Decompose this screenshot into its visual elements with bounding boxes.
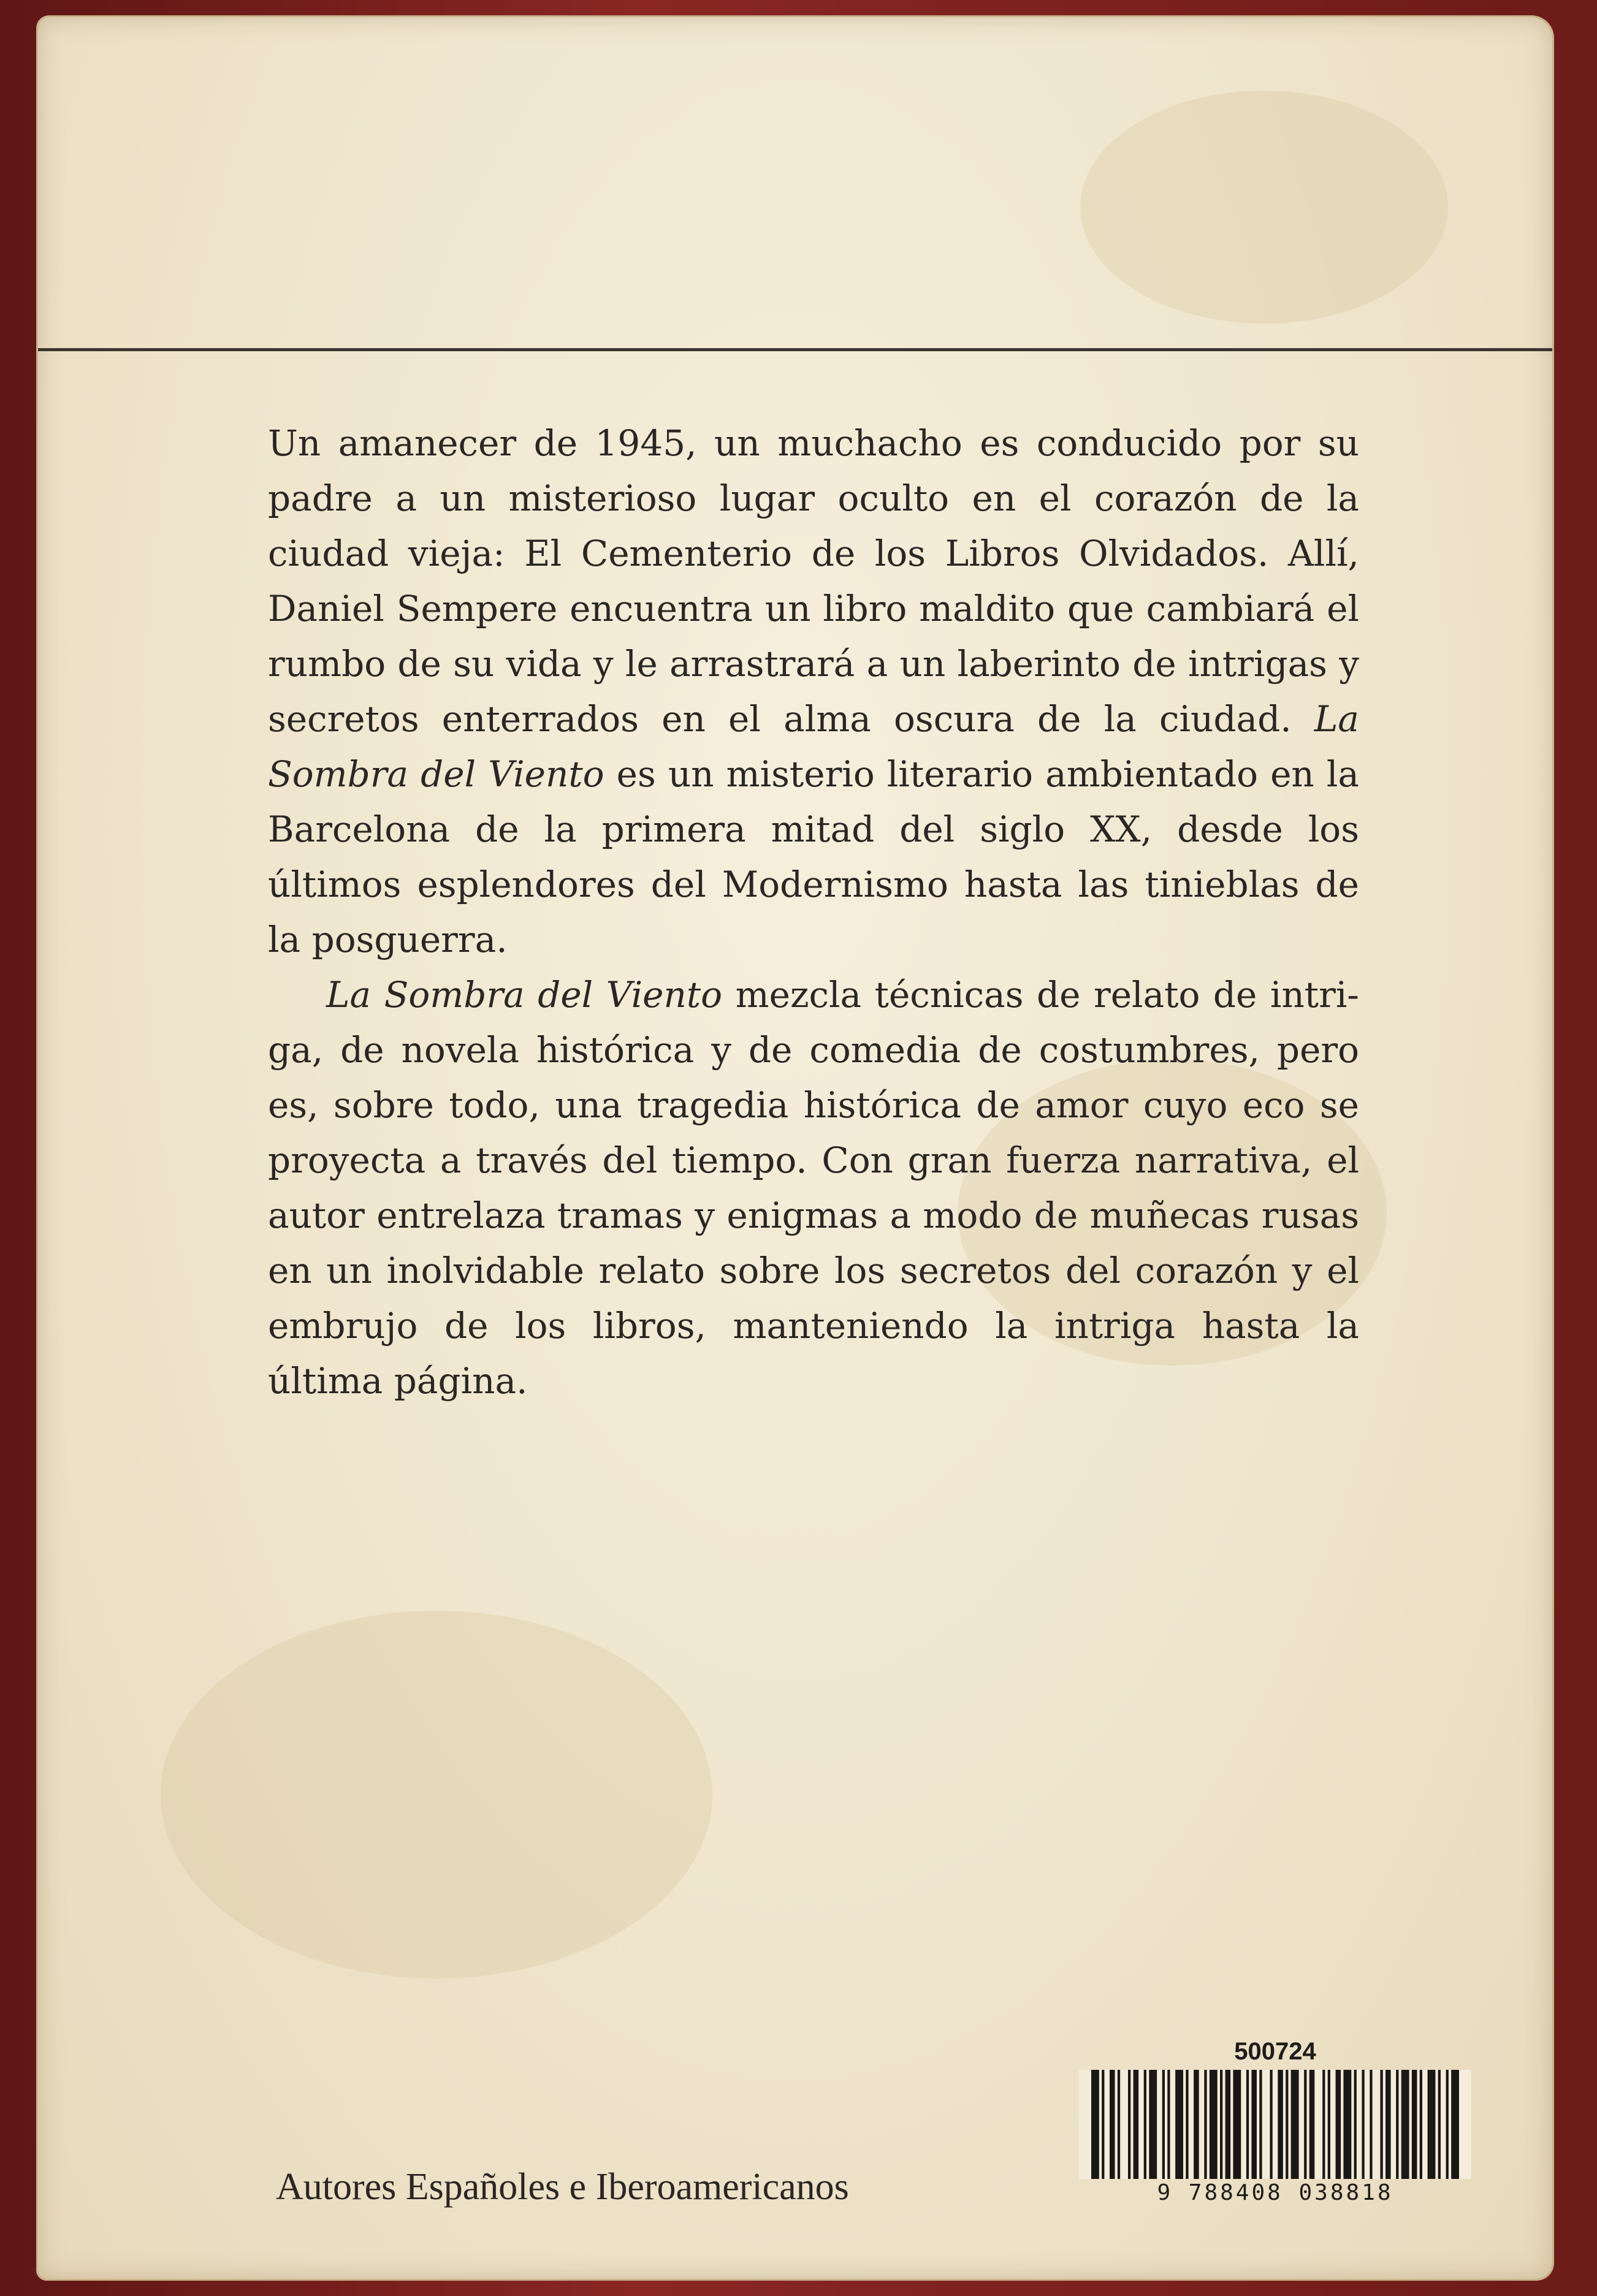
barcode-bar <box>1233 2070 1241 2179</box>
barcode-bar <box>1322 2070 1325 2179</box>
synopsis-p2-text: mezcla técnicas de relato de intriga, de novela histórica y de comedia de costumbres, pero es, sobre todo, una tragedia histórica de amor cuyo eco se proyecta a través del tiempo. Con gran fuerza narrativa, el autor entrelaza tramas y enigmas a modo de muñecas rusas en un inolvidable relato sobre los secretos del corazón y el embrujo de los libros, manteniendo la intriga hasta la última página. <box>268 974 1359 1402</box>
barcode-bar <box>1396 2070 1398 2179</box>
barcode-bar <box>1204 2070 1206 2179</box>
barcode-bar <box>1134 2070 1139 2179</box>
barcode-bar <box>1270 2070 1272 2179</box>
barcode-bar <box>1309 2070 1315 2179</box>
barcode-bar <box>1446 2070 1449 2179</box>
barcode-bar <box>1304 2070 1306 2179</box>
barcode-bar <box>1370 2070 1372 2179</box>
barcode-bar <box>1438 2070 1441 2179</box>
barcode-bar <box>1220 2070 1222 2179</box>
barcode-bar <box>1362 2070 1364 2179</box>
book-title-italic: La Sombra del Viento <box>268 698 1359 795</box>
barcode-bar <box>1186 2070 1188 2179</box>
barcode-bar <box>1128 2070 1130 2179</box>
barcode-bars <box>1079 2070 1471 2179</box>
barcode-label: 500724 <box>1234 2038 1316 2065</box>
synopsis-paragraph-2 <box>268 967 1359 1408</box>
barcode-bar <box>1420 2070 1422 2179</box>
collection-name: Autores Españoles e Iberoamericanos <box>276 2166 849 2208</box>
book-back-cover <box>38 17 1552 2279</box>
barcode-bar <box>1162 2070 1165 2179</box>
barcode-bar <box>1110 2070 1115 2179</box>
barcode-bar <box>1246 2070 1249 2179</box>
barcode-bar <box>1175 2070 1183 2179</box>
barcode-bar <box>1291 2070 1299 2179</box>
isbn-barcode <box>1079 2038 1471 2222</box>
barcode-bar <box>1259 2070 1262 2179</box>
barcode-bar <box>1380 2070 1382 2179</box>
synopsis-text <box>268 416 1359 1408</box>
barcode-bar <box>1167 2070 1170 2179</box>
cover-stain <box>161 1611 712 1979</box>
barcode-bar <box>1328 2070 1330 2179</box>
barcode-bar <box>1251 2070 1257 2179</box>
barcode-bar <box>1149 2070 1157 2179</box>
barcode-bar <box>1210 2070 1218 2179</box>
barcode-bar <box>1354 2070 1357 2179</box>
barcode-bar <box>1225 2070 1231 2179</box>
barcode-bar <box>1412 2070 1417 2179</box>
synopsis-p1-start: Un amanecer de 1945, un muchacho es conducido por su padre a un misterioso lugar oculto en el corazón de la ciudad vieja: El Cementerio de los Libros Olvidados. Allí, Daniel Sempere encuentra un libro maldito que cambiará el rumbo de su vida y le arrastrará a un laberinto de intrigas y secretos enterrados en el alma oscura de la ciudad. <box>268 422 1359 740</box>
barcode-bar <box>1286 2070 1288 2179</box>
horizontal-rule <box>38 348 1552 351</box>
book-title-italic: La Sombra del Viento <box>326 974 723 1016</box>
barcode-bar <box>1278 2070 1283 2179</box>
barcode-bar <box>1194 2070 1199 2179</box>
cover-stain <box>1080 91 1448 324</box>
barcode-bar <box>1102 2070 1104 2179</box>
barcode-bar <box>1401 2070 1409 2179</box>
barcode-bar <box>1343 2070 1351 2179</box>
barcode-bar <box>1385 2070 1391 2179</box>
barcode-bar <box>1118 2070 1120 2179</box>
isbn-digits: 9 788408 038818 <box>1157 2180 1393 2205</box>
barcode-bar <box>1428 2070 1436 2179</box>
barcode-bar <box>1144 2070 1146 2179</box>
barcode-bar <box>1091 2070 1099 2179</box>
synopsis-paragraph-1 <box>268 416 1359 967</box>
barcode-bar <box>1336 2070 1341 2179</box>
barcode-bar <box>1451 2070 1459 2179</box>
synopsis-p1-end: es un misterio literario ambientado en la Barcelona de la primera mitad del siglo XX, desde los últimos esplendores del Modernismo hasta las tinieblas de la posguerra. <box>268 753 1359 960</box>
